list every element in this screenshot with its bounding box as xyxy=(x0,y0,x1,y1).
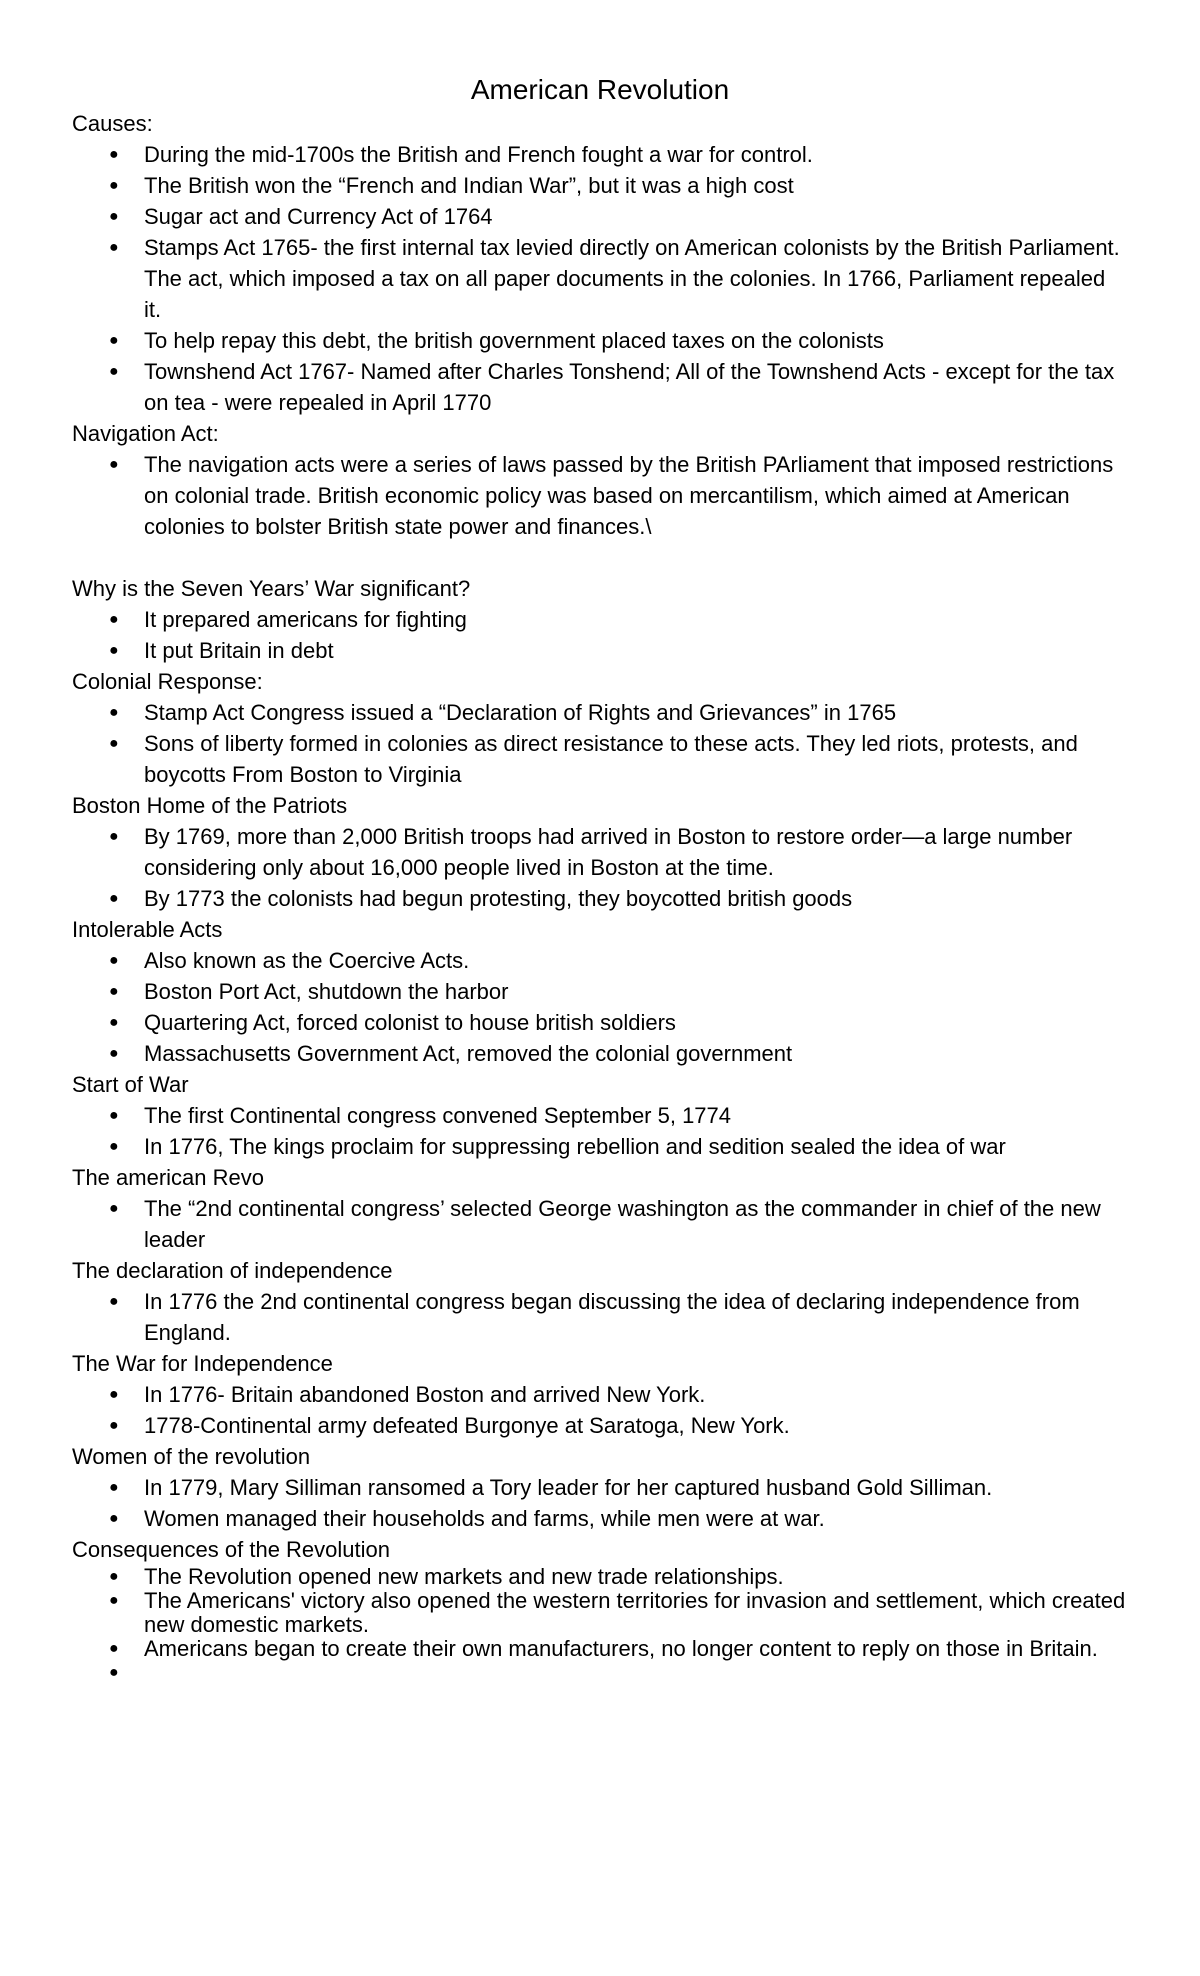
list-item xyxy=(109,1286,1128,1348)
bullet-list xyxy=(72,1286,1128,1348)
list-item-text: Stamp Act Congress issued a “Declaration of Rights and Grievances” in 1765 xyxy=(144,700,897,725)
list-item-text: The British won the “French and Indian War”, but it was a high cost xyxy=(144,173,794,198)
section-heading: Boston Home of the Patriots xyxy=(72,793,348,818)
list-item xyxy=(109,728,1128,790)
bullet-icon: ● xyxy=(109,332,119,349)
list-item-text: The “2nd continental congress’ selected George washington as the commander in chief of the new leader xyxy=(144,1196,1101,1252)
bullet-list xyxy=(72,1565,1128,1685)
bullet-icon: ● xyxy=(109,890,119,907)
bullet-icon: ● xyxy=(109,1386,119,1403)
bullet-icon: ● xyxy=(109,1138,119,1155)
bullet-icon: ● xyxy=(109,828,119,845)
list-item-text: Boston Port Act, shutdown the harbor xyxy=(144,979,509,1004)
bullet-list xyxy=(72,697,1128,790)
list-item xyxy=(109,883,1128,914)
list-item xyxy=(109,449,1128,542)
list-item-text: By 1769, more than 2,000 British troops had arrived in Boston to restore order—a large number considering only about 16,000 people lived in Boston at the time. xyxy=(144,824,1073,880)
list-item-text: It put Britain in debt xyxy=(144,638,334,663)
bullet-list xyxy=(72,821,1128,914)
bullet-icon: ● xyxy=(109,1640,119,1657)
list-item-text: During the mid-1700s the British and French fought a war for control. xyxy=(144,142,813,167)
section-heading: Intolerable Acts xyxy=(72,917,223,942)
list-item-text: 1778-Continental army defeated Burgonye at Saratoga, New York. xyxy=(144,1413,790,1438)
bullet-icon: ● xyxy=(109,146,119,163)
section-heading: Why is the Seven Years’ War significant? xyxy=(72,576,471,601)
list-item xyxy=(109,635,1128,666)
bullet-icon: ● xyxy=(109,1417,119,1434)
list-item-text: Sugar act and Currency Act of 1764 xyxy=(144,204,493,229)
list-item xyxy=(109,697,1128,728)
bullet-list xyxy=(72,449,1128,542)
list-item-text: Also known as the Coercive Acts. xyxy=(144,948,470,973)
bullet-list xyxy=(72,1472,1128,1534)
list-item-text: It prepared americans for fighting xyxy=(144,607,467,632)
list-item xyxy=(109,201,1128,232)
bullet-icon: ● xyxy=(109,1510,119,1527)
bullet-icon: ● xyxy=(109,363,119,380)
list-item xyxy=(109,821,1128,883)
section-heading: The declaration of independence xyxy=(72,1258,393,1283)
list-item xyxy=(109,356,1128,418)
list-item xyxy=(109,325,1128,356)
bullet-list xyxy=(72,139,1128,418)
bullet-icon: ● xyxy=(109,704,119,721)
bullet-list xyxy=(72,1379,1128,1441)
list-item-text: In 1776 the 2nd continental congress began discussing the idea of declaring independence from England. xyxy=(144,1289,1080,1345)
list-item xyxy=(109,1131,1128,1162)
list-item xyxy=(109,945,1128,976)
list-item-text: Townshend Act 1767- Named after Charles Tonshend; All of the Townshend Acts - except for the tax on tea - were repealed in April 1770 xyxy=(144,359,1115,415)
bullet-icon: ● xyxy=(109,1568,119,1585)
blank-line xyxy=(72,542,1128,573)
section-heading: Consequences of the Revolution xyxy=(72,1537,390,1562)
bullet-icon: ● xyxy=(109,952,119,969)
list-item xyxy=(109,1661,1128,1685)
list-item-text: Stamps Act 1765- the first internal tax levied directly on American colonists by the British Parliament. The act, which imposed a tax on all paper documents in the colonies. In 1766, Parliament repealed it. xyxy=(144,235,1120,322)
bullet-list xyxy=(72,1193,1128,1255)
list-item-text: The Americans' victory also opened the western territories for invasion and settlement, which created new domestic markets. xyxy=(144,1588,1126,1637)
list-item xyxy=(109,1193,1128,1255)
document-page xyxy=(72,72,1128,1685)
list-item xyxy=(109,976,1128,1007)
list-item xyxy=(109,1038,1128,1069)
list-item-text: The Revolution opened new markets and new trade relationships. xyxy=(144,1564,784,1589)
list-item-text: The navigation acts were a series of laws passed by the British PArliament that imposed restrictions on colonial trade. British economic policy was based on mercantilism, which aimed at American colonies to bolster British state power and finances.\ xyxy=(144,452,1114,539)
bullet-icon: ● xyxy=(109,642,119,659)
bullet-icon: ● xyxy=(109,983,119,1000)
bullet-icon: ● xyxy=(109,239,119,256)
list-item xyxy=(109,1410,1128,1441)
document-title: American Revolution xyxy=(470,74,730,105)
list-item xyxy=(109,1503,1128,1534)
bullet-icon: ● xyxy=(109,1293,119,1310)
list-item xyxy=(109,139,1128,170)
list-item-text: In 1779, Mary Silliman ransomed a Tory leader for her captured husband Gold Silliman. xyxy=(144,1475,993,1500)
bullet-list xyxy=(72,604,1128,666)
list-item-text: Quartering Act, forced colonist to house british soldiers xyxy=(144,1010,676,1035)
bullet-icon: ● xyxy=(109,735,119,752)
list-item-text: To help repay this debt, the british government placed taxes on the colonists xyxy=(144,328,884,353)
bullet-icon: ● xyxy=(109,1479,119,1496)
list-item xyxy=(109,1100,1128,1131)
bullet-icon: ● xyxy=(109,456,119,473)
section-heading: The american Revo xyxy=(72,1165,264,1190)
bullet-icon: ● xyxy=(109,208,119,225)
section-heading: Colonial Response: xyxy=(72,669,263,694)
section-heading: Navigation Act: xyxy=(72,421,219,446)
section-heading: Causes: xyxy=(72,111,153,136)
list-item-text: Women managed their households and farms, while men were at war. xyxy=(144,1506,825,1531)
list-item xyxy=(109,604,1128,635)
bullet-list xyxy=(72,945,1128,1069)
list-item xyxy=(109,1007,1128,1038)
list-item-text: The first Continental congress convened September 5, 1774 xyxy=(144,1103,732,1128)
list-item xyxy=(109,232,1128,325)
list-item-text: Massachusetts Government Act, removed the colonial government xyxy=(144,1041,793,1066)
bullet-icon: ● xyxy=(109,1014,119,1031)
bullet-icon: ● xyxy=(109,1664,119,1681)
bullet-icon: ● xyxy=(109,1107,119,1124)
list-item xyxy=(109,1379,1128,1410)
bullet-icon: ● xyxy=(109,611,119,628)
bullet-icon: ● xyxy=(109,1200,119,1217)
section-heading: Women of the revolution xyxy=(72,1444,311,1469)
bullet-icon: ● xyxy=(109,1045,119,1062)
section-heading: Start of War xyxy=(72,1072,189,1097)
document-body xyxy=(72,108,1128,1685)
bullet-icon: ● xyxy=(109,1592,119,1609)
list-item-text: In 1776- Britain abandoned Boston and arrived New York. xyxy=(144,1382,706,1407)
list-item xyxy=(109,170,1128,201)
list-item-text: Sons of liberty formed in colonies as direct resistance to these acts. They led riots, protests, and boycotts From Boston to Virginia xyxy=(144,731,1078,787)
list-item-text: In 1776, The kings proclaim for suppressing rebellion and sedition sealed the idea of war xyxy=(144,1134,1006,1159)
list-item-text: By 1773 the colonists had begun protesting, they boycotted british goods xyxy=(144,886,853,911)
section-heading: The War for Independence xyxy=(72,1351,333,1376)
list-item xyxy=(109,1564,1128,1589)
bullet-icon: ● xyxy=(109,177,119,194)
bullet-list xyxy=(72,1100,1128,1162)
list-item xyxy=(109,1636,1128,1661)
list-item-text: Americans began to create their own manufacturers, no longer content to reply on those in Britain. xyxy=(144,1636,1098,1661)
list-item xyxy=(109,1588,1128,1637)
list-item xyxy=(109,1472,1128,1503)
